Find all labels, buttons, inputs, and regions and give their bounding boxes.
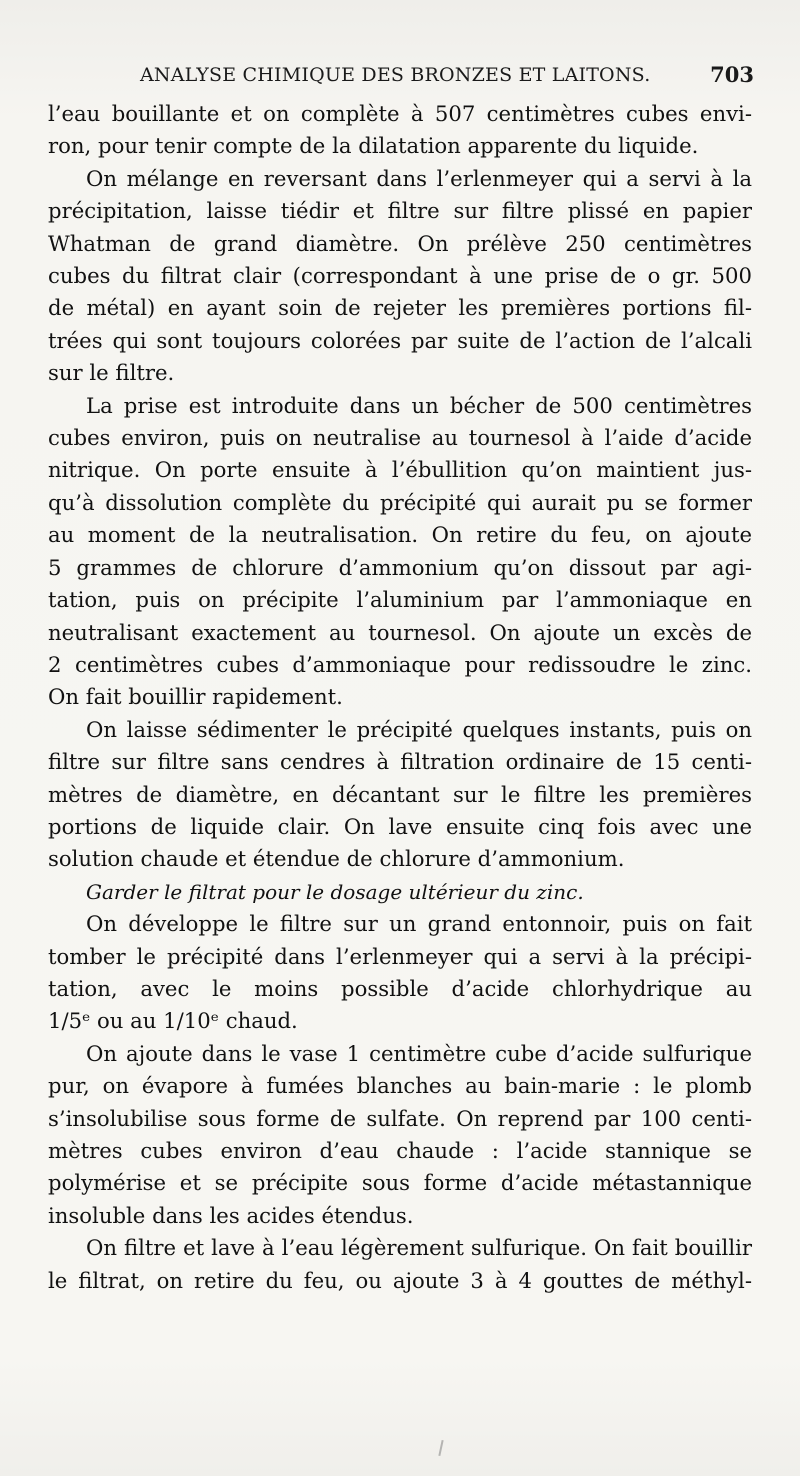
- paragraph-5: [48, 908, 752, 1038]
- text-line: neutralisant exactement au tournesol. On ajoute un excès de: [48, 619, 752, 645]
- print-mark: [438, 1440, 443, 1456]
- text-line: précipitation, laisse tiédir et filtre sur filtre plissé en papier: [48, 198, 752, 224]
- text-line: portions de liquide clair. On lave ensuite cinq fois avec une: [48, 813, 752, 839]
- paragraph-7: [48, 1232, 752, 1297]
- paragraph-2: [48, 163, 752, 390]
- text-line: au moment de la neutralisation. On retire du feu, on ajoute: [48, 522, 752, 548]
- italic-note: Garder le filtrat pour le dosage ultérieur du zinc.: [86, 879, 584, 904]
- text-line: 1/5ᵉ ou au 1/10ᵉ chaud.: [48, 1008, 298, 1034]
- text-line: 2 centimètres cubes d’ammoniaque pour redissoudre le zinc.: [48, 651, 752, 677]
- text-line: cubes du filtrat clair (correspondant à une prise de o gr. 500: [48, 263, 752, 289]
- page-header: [48, 58, 760, 92]
- paragraph-4: [48, 714, 752, 876]
- text-line: On mélange en reversant dans l’erlenmeyer qui a servi à la: [86, 165, 752, 191]
- text-line: solution chaude et étendue de chlorure d’ammonium.: [48, 846, 625, 872]
- text-line: 5 grammes de chlorure d’ammonium qu’on dissout par agi-: [48, 554, 752, 580]
- text-line: cubes environ, puis on neutralise au tournesol à l’aide d’acide: [48, 425, 752, 451]
- text-line: tation, avec le moins possible d’acide chlorhydrique au: [48, 975, 752, 1001]
- text-line: On ajoute dans le vase 1 centimètre cube d’acide sulfurique: [86, 1040, 752, 1066]
- text-line: ron, pour tenir compte de la dilatation apparente du liquide.: [48, 133, 699, 159]
- text-line: sur le filtre.: [48, 360, 175, 386]
- text-line: La prise est introduite dans un bécher de 500 centimètres: [86, 392, 752, 418]
- text-line: insoluble dans les acides étendus.: [48, 1202, 414, 1228]
- page-number: 703: [710, 62, 754, 87]
- text-line: On filtre et lave à l’eau légèrement sulfurique. On fait bouillir: [86, 1235, 752, 1261]
- text-line: qu’à dissolution complète du précipité qui aurait pu se former: [48, 489, 752, 515]
- text-line: pur, on évapore à fumées blanches au bain-marie : le plomb: [48, 1073, 752, 1099]
- text-line: le filtrat, on retire du feu, ou ajoute 3 à 4 gouttes de méthyl-: [48, 1267, 752, 1293]
- body-text: [48, 98, 752, 1297]
- text-line: nitrique. On porte ensuite à l’ébullition qu’on maintient jus-: [48, 457, 752, 483]
- paragraph-3: [48, 390, 752, 714]
- text-line: s’insolubilise sous forme de sulfate. On reprend par 100 centi-: [48, 1105, 752, 1131]
- text-line: filtre sur filtre sans cendres à filtration ordinaire de 15 centi-: [48, 749, 752, 775]
- text-line: polymérise et se précipite sous forme d’acide métastannique: [48, 1170, 752, 1196]
- text-line: tomber le précipité dans l’erlenmeyer qui a servi à la précipi-: [48, 943, 752, 969]
- paragraph-6: [48, 1038, 752, 1232]
- running-head: ANALYSE CHIMIQUE DES BRONZES ET LAITONS.: [140, 64, 651, 86]
- text-line: de métal) en ayant soin de rejeter les premières portions fil-: [48, 295, 752, 321]
- paragraph-1: [48, 98, 752, 163]
- text-line: tation, puis on précipite l’aluminium par l’ammoniaque en: [48, 587, 752, 613]
- text-line: mètres cubes environ d’eau chaude : l’acide stannique se: [48, 1138, 752, 1163]
- text-line: Whatman de grand diamètre. On prélève 250 centimètres: [48, 230, 752, 256]
- text-line: l’eau bouillante et on complète à 507 centimètres cubes envi-: [48, 101, 752, 126]
- text-line: mètres de diamètre, en décantant sur le filtre les premières: [48, 781, 752, 807]
- text-line: On développe le filtre sur un grand entonnoir, puis on fait: [86, 911, 752, 937]
- text-line: trées qui sont toujours colorées par suite de l’action de l’alcali: [48, 327, 752, 353]
- text-line: On laisse sédimenter le précipité quelques instants, puis on: [86, 716, 752, 742]
- text-line: On fait bouillir rapidement.: [48, 684, 343, 710]
